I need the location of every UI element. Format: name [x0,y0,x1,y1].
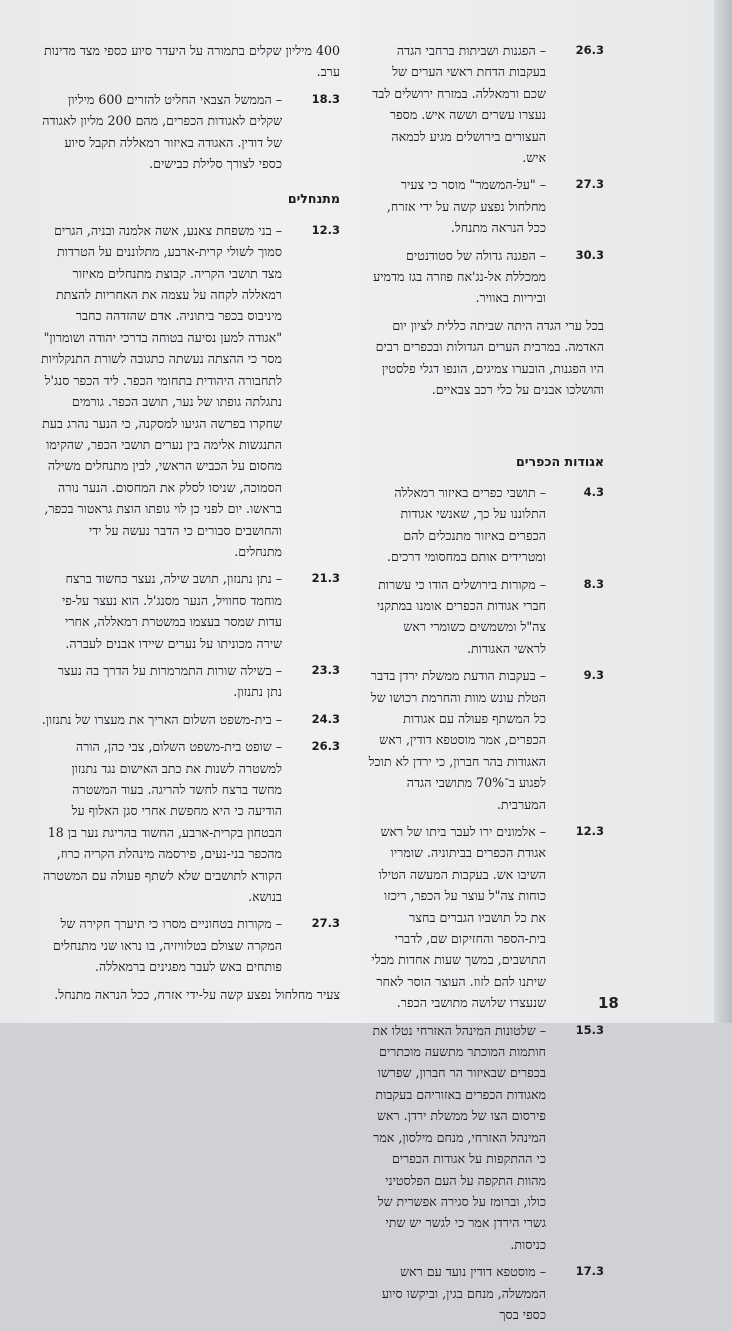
entry-text: בכל ערי הגדה היתה שביתה כללית לציון יום האדמה. במרבית הערים הגדולות ובכפרים רבים היו הפגנות, הובערו צמיגים, הונפו דגלי פלסטין והושלכו אבנים על כלי רכב צבאיים. [375,317,604,398]
entry-date: 4.3 [583,484,604,499]
chronology-entry [368,1020,604,1255]
entry-date: 27.3 [575,177,604,192]
chronology-entry [40,736,340,907]
chronology-entry [40,660,340,703]
right-column-entries-2 [368,482,604,1325]
chronology-entry [40,89,340,175]
chronology-entry [368,482,604,568]
entry-text: – הפגנה גדולה של סטודנטים ממכללת אל-נג'אח פוזרה בגז מדמיע וביריות באוויר. [373,247,546,306]
entry-text: 400 מיליון שקלים בתמורה על היעדר סיוע כספי מצד מדינות ערב. [44,43,340,80]
chronology-entry [368,574,604,660]
entry-date: 26.3 [575,43,604,57]
chronology-entry [368,40,604,168]
chronology-entry [40,220,340,563]
entry-text: – אלמונים ירו לעבר ביתו של ראש אגודת הכפרים בביתוניה. שומריו השיבו אש. בעקבות המעשה הטילו כוחות צה"ל עוצר על הכפר, ריכזו את כל תושביו הגברים בחצר בית-הספר והחזיקום שם, לדברי התושבים, במשך שעות אחדות מבלי שיתנו להם לזוז. העוצר הוסר לאחר שנעצרו שלושה מתושבי הכפר. [371,824,546,1011]
entry-text: – בני משפחת צאנע, אשה אלמנה ובניה, הגרים סמוך לשולי קרית-ארבע, מתלוננים על הטרדות מצד תושבי הקריה. קבוצת מתנחלים מאיזור רמאללה לקחה על עצמה את האחריות להצתת מיניבוס בכפר ביתוניה. אדם שהזדהה כחבר "אגודה למען נסיעה בטוחה בדרכי יהודה ושומרון" מסר כי ההצתה נעשתה כתגובה לשורת התנקלויות לתחבורה היהודית בתחומי הכפר. ליד הכפר סנג'ל נתגלתה גופתו של נער, תושב הכפר. גורמים שחקרו בפרשה הגיעו למסקנה, כי הנער נהרג בעת התנגשות אלימה בין נערים תושבי הכפר, שהקימו מחסום על הכביש הראשי, לבין מתנחלים משילה הסמוכה, שניסו לסלק את המחסום. הנער נורה בראשו. יום לפני כן לוי גופתו הוצת גראטור בכפר, והחושבים סבורים כי הדבר נעשה על ידי מתנחלים. [41,222,282,559]
entry-date: 9.3 [583,668,604,683]
entry-text: – מוסטפא דודין נועד עם ראש הממשלה, מנחם בגין, וביקשו סיוע כספי בסך [381,1264,546,1322]
left-column-entries-2 [40,220,340,1005]
chronology-entry [40,984,340,1005]
entry-text: – בית-משפט השלום האריך את מעצרו של נתנזון. [41,711,282,727]
chronology-entry [368,174,604,238]
page-number: 18 [598,994,619,1012]
entry-date: 26.3 [311,739,340,754]
entry-text: – הממשל הצבאי החליט להזרים 600 מיליון שקלים לאגודות הכפרים, מהם 200 מליון לאגודה של דודין. האגודה באיזור רמאללה תקבל סיוע כספי לצורך סלילת כבישים. [42,91,282,172]
chronology-entry [368,665,604,815]
chronology-entry [40,709,340,730]
entry-date: 21.3 [311,571,340,586]
entry-text: – בעקבות הודעת ממשלת ירדן בדבר הטלת עונש מוות והחרמת רכושו של כל המשתף פעולה עם אגודות הכפרים, אמר מוסטפא דודין, ראש האגודות בהר חברון, כי ירדן לא תוכל לפגוע ב־70% מתושבי הגדה המערבית. [368,668,546,812]
entry-text: – שלטונות המינהל האזרחי נטלו את חותמות המוכתר מתשעה מוכתרים בכפרים שבאיזור הר חברון, שפרשו מאגודות הכפרים באזוריהם בעקבות פירסום הצו של ממשלת ירדן. ראש המינהל האזרחי, מנחם מילסון, אמר כי ההתקפות על אגודות הכפרים מהוות התקפה על העם הפלסטיני כולו, וברומז על סגירה אפשרית של גשרי הירדן אמר כי לגשר יש שתי כניסות. [372,1022,546,1252]
chronology-entry [368,821,604,1014]
entry-date: 12.3 [575,824,604,838]
chronology-entry [40,40,340,83]
entry-date: 23.3 [311,662,340,677]
entry-text: צעיר מחלחול נפצע קשה על-ידי אזרח, ככל הנראה מתנחל. [54,986,340,1002]
section-heading-village-leagues: אגודות הכפרים [516,453,604,469]
entry-text: – הפגנות ושביתות ברחבי הגדה בעקבות הדחת ראשי הערים של שכם ורמאללה. במזרח ירושלים לבד נעצרו עשרים וששה איש. מספר העצורים בירושלים מגיע לכמאה איש. [372,43,546,166]
entry-text: – מקורות בירושלים הודו כי עשרות חברי אגודות הכפרים אומנו במתקני צה"ל ומשמשים כשומרי ראש לראשי האגודות. [376,576,546,656]
entry-date: 15.3 [575,1022,604,1037]
chronology-entry [40,913,340,977]
right-column-entries [368,40,604,401]
page-fold-shadow [714,0,732,1023]
entry-date: 8.3 [583,576,604,591]
chronology-entry [368,1261,604,1325]
left-column [40,40,340,1011]
entry-text: – תושבי כפרים באיזור רמאללה התלוננו על כך, שאנשי אגודות הכפרים באיזור מתנכלים להם ומטרידים אותם במחסומי דרכים. [386,484,546,565]
entry-date: 27.3 [311,916,340,931]
chronology-entry [368,245,604,309]
left-column-entries [40,40,340,174]
entry-text: – "על-המשמר" מוסר כי צעיר מחלחול נפצע קשה על ידי אזרח, ככל הנראה מתנחל. [386,177,546,236]
entry-date: 24.3 [311,711,340,726]
entry-date: 17.3 [575,1264,604,1279]
chronology-entry [40,568,340,654]
section-heading-settlers: מתנחלים [287,191,340,207]
entry-text: – שופט בית-משפט השלום, צבי כהן, הורה למשטרה לשנות את כתב האישום נגד נתנזון מחשד ברצח לחשד להריגה. בעוד המשטרה הודיעה כי היא מחפשת אחרי סגן האלוף על הבטחון בקרית-ארבע, החשוד בהריגת נער בן 18 מהכפר בני-נעים, פירסמה מינהלת הקריה כרוז, הקורא לתושבים שלא לשתף פעולה עם המשטרה בנושא. [42,739,282,905]
right-column [368,40,604,1331]
entry-text: – נתן נתנזון, תושב שילה, נעצר כחשוד ברצח מוחמד סחוויל, הנער מסנג'ל. הוא נעצר על-פי עדות שמסר בעצמו במשטרת רמאללה, אחרי שירה מכוניתו על נערים שיידו אבנים לעברה. [61,571,282,651]
entry-text: – מקורות בטחוניים מסרו כי תיערך חקירה של המקרה שצולם בטלוויזיה, בו נראו שני מתנחלים פותחים באש לעבר מפגינים ברמאללה. [52,916,282,975]
entry-date: 30.3 [575,247,604,262]
chronology-entry [368,315,604,401]
entry-date: 12.3 [311,222,340,237]
entry-date: 18.3 [311,91,340,106]
entry-text: – בשילה שורות התמרמרות על הדרך בה נעצר נתן נתנזון. [57,662,282,700]
